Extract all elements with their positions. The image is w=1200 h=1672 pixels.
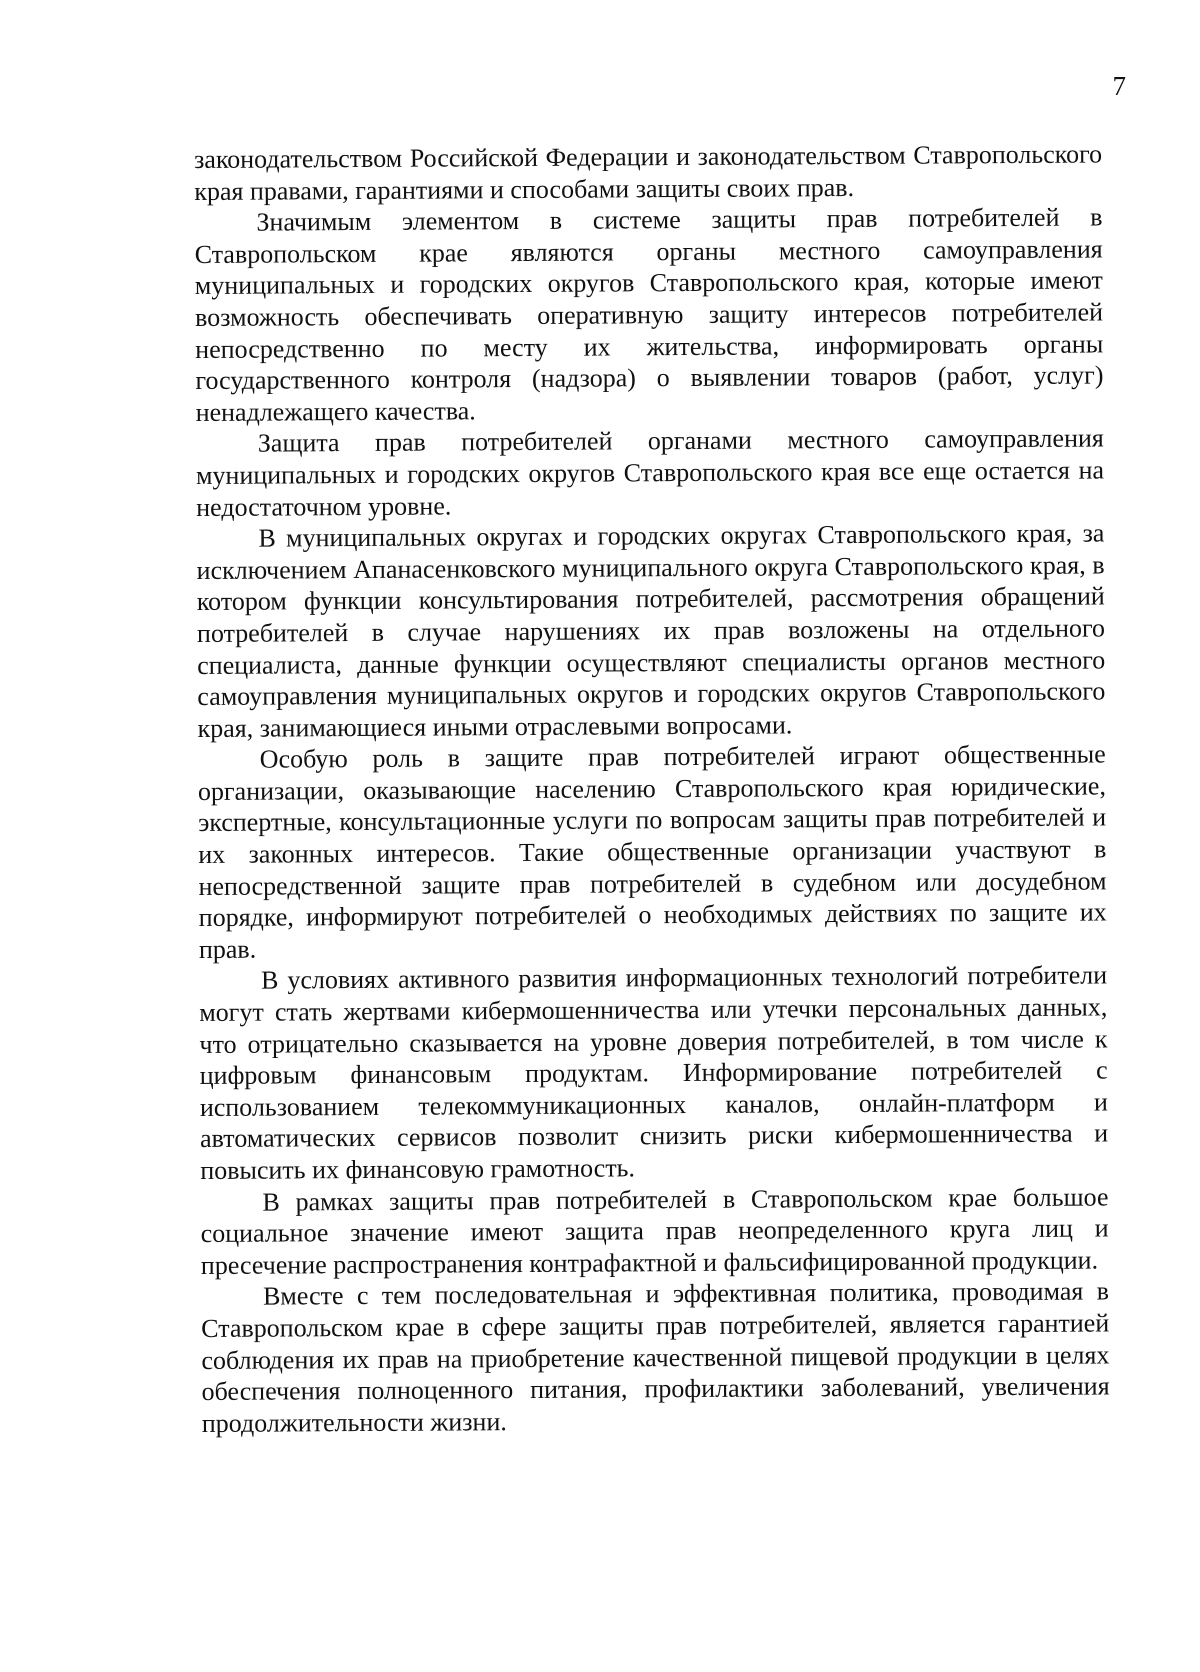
paragraph-continuation: законодательством Российской Федерации и законодательством Ставропольского края правами, гарантиями и способами защиты своих прав. [194, 139, 1103, 206]
paragraph: В условиях активного развития информационных технологий потребители могут стать жертвами кибермошенничества или утечки персональных данных, что отрицательно сказывается на уровне доверия потребителей, в том числе к цифровым финансовым продуктам. Информирование потребителей с использованием телекоммуникационных каналов, онлайн-платформ и автоматических сервисов позволит снизить риски кибермошенничества и повысить их финансовую грамотность. [199, 960, 1109, 1185]
paragraph: Вместе с тем последовательная и эффективная политика, проводимая в Ставропольском крае в сфере защиты прав потребителей, является гарантией соблюдения их прав на приобретение качественной пищевой продукции в целях обеспечения полноценного питания, профилактики заболеваний, увеличения продолжительности жизни. [201, 1276, 1110, 1438]
paragraph: В муниципальных округах и городских округах Ставропольского края, за исключением Апанасенковского муниципального округа Ставропольского края, в котором функции консультирования потребителей, рассмотрения обращений потребителей в случае нарушениях их прав возложены на отдельного специалиста, данные функции осуществляют специалисты органов местного самоуправления муниципальных округов и городских округов Ставропольского края, занимающиеся иными отраслевыми вопросами. [196, 518, 1106, 743]
paragraph: Защита прав потребителей органами местного самоуправления муниципальных и городских округов Ставропольского края все еще остается на недостаточном уровне. [195, 423, 1105, 522]
paragraph: Особую роль в защите прав потребителей играют общественные организации, оказывающие населению Ставропольского края юридические, экспертные, консультационные услуги по вопросам защиты прав потребителей и их законных интересов. Такие общественные организации участвуют в непосредственной защите прав потребителей в судебном или досудебном порядке, информируют потребителей о необходимых действиях по защите их прав. [197, 739, 1107, 964]
document-body [194, 138, 1110, 1439]
page-number: 7 [1112, 71, 1126, 101]
paragraph: Значимым элементом в системе защиты прав потребителей в Ставропольском крае являются органы местного самоуправления муниципальных и городских округов Ставропольского края, которые имеют возможность обеспечивать оперативную защиту интересов потребителей непосредственно по месту их жительства, информировать органы государственного контроля (надзора) о выявлении товаров (работ, услуг) ненадлежащего качества. [194, 202, 1104, 427]
paragraph: В рамках защиты прав потребителей в Ставропольском крае большое социальное значение имеют защита прав неопределенного круга лиц и пресечение распространения контрафактной и фальсифицированной продукции. [200, 1182, 1109, 1280]
